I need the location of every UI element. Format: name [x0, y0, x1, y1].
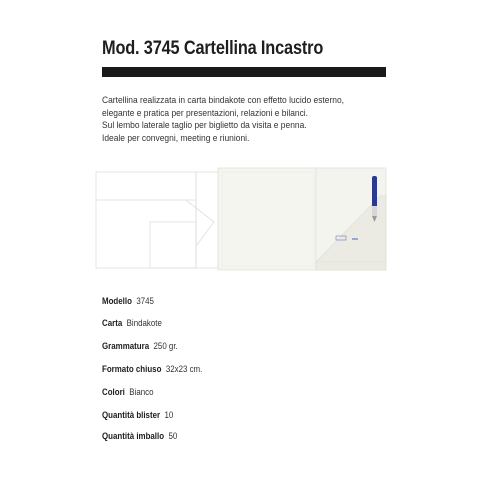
closed-folder — [218, 168, 318, 270]
spec-row-modello: Modello 3745 — [102, 296, 154, 306]
pen-icon — [372, 176, 377, 222]
spec-row-blister: Quantità blister 10 — [102, 410, 174, 420]
spec-row-formato: Formato chiuso 32x23 cm. — [102, 364, 203, 374]
description-line: Sul lembo laterale taglio per biglietto da visita e penna. — [102, 120, 307, 131]
page-title: Mod. 3745 Cartellina Incastro — [102, 38, 324, 59]
die-cut-outline — [96, 172, 218, 268]
spec-row-carta: Carta Bindakote — [102, 318, 162, 328]
spec-row-imballo: Quantità imballo 50 — [102, 431, 178, 441]
description-line: Ideale per convegni, meeting e riunioni. — [102, 132, 250, 144]
spec-row-grammatura: Grammatura 250 gr. — [102, 341, 178, 351]
description-line: Cartellina realizzata in carta bindakote con effetto lucido esterno, — [102, 95, 345, 106]
spec-row-colori: Colori Bianco — [102, 387, 154, 397]
description-line: elegante e pratica per presentazioni, relazioni e bilanci. — [102, 107, 309, 119]
